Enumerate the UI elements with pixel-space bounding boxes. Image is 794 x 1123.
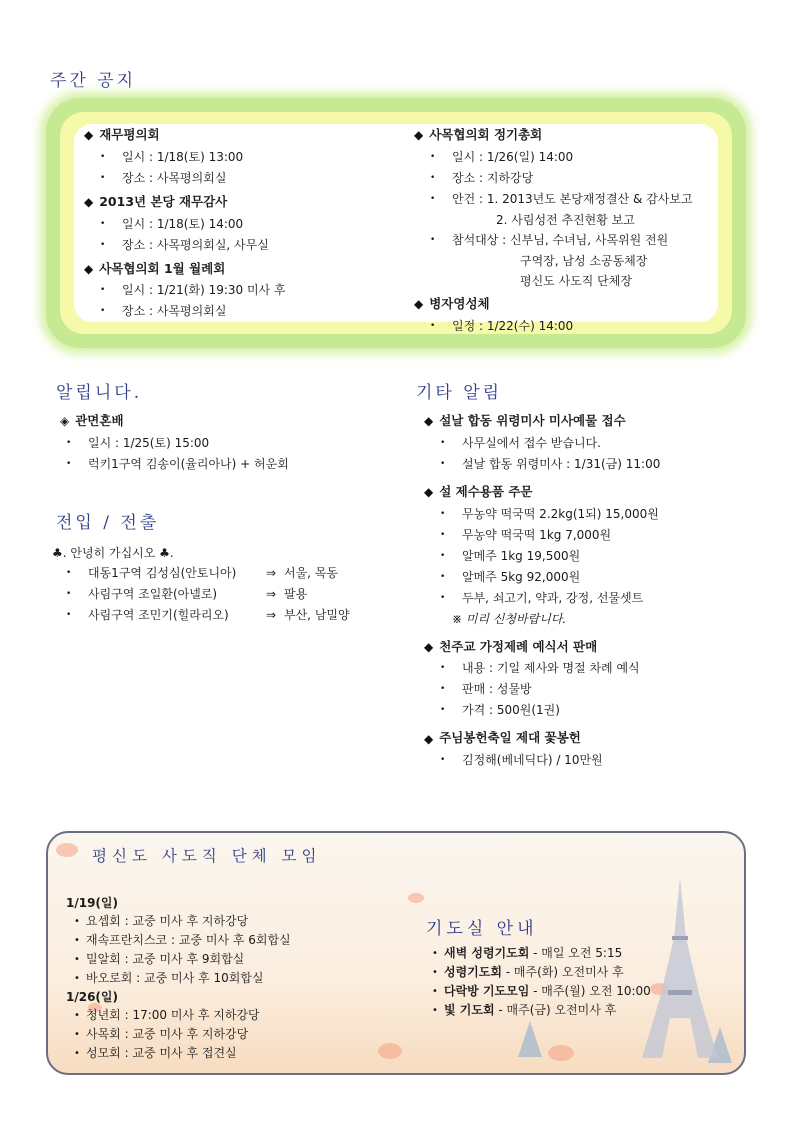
bullet-icon: • [74, 954, 80, 965]
general-meeting-place: 장소 : 지하강당 [452, 170, 534, 185]
bullet-icon: • [66, 568, 72, 578]
audit-title: 2013년 본당 재무감사 [99, 193, 228, 209]
announce-title: 관면혼배 [75, 413, 124, 428]
bullet-icon: • [430, 172, 436, 183]
anointing-schedule: 일정 : 1/22(수) 14:00 [452, 318, 574, 333]
prayer-name: 다락방 기도모임 [444, 984, 530, 998]
general-meeting-attendees-3: 평신도 사도직 단체장 [520, 273, 632, 288]
diamond-icon: ◆ [424, 639, 434, 654]
flower-offering-item: 김정해(베네딕다) / 10만원 [462, 753, 603, 767]
bullet-icon: • [440, 684, 446, 695]
bullet-icon: • [66, 458, 72, 469]
bullet-icon: • [440, 458, 446, 469]
prayer-time: - 매일 오전 5:15 [529, 946, 623, 960]
transfer-destination: 팔용 [284, 587, 308, 601]
prayer-time: - 매주(월) 오전 10:00 [529, 984, 651, 998]
finance-council-title: 재무평의회 [99, 127, 160, 142]
monthly-meeting-section [84, 260, 394, 323]
diamond-icon: ◆ [84, 261, 94, 276]
bullet-icon: • [100, 218, 106, 229]
bullet-icon: • [440, 529, 446, 540]
seollal-item: 사무실에서 접수 받습니다. [462, 435, 601, 450]
audit-section [84, 193, 394, 256]
announce-section [60, 412, 390, 475]
transfer-greeting: ♣. 안녕히 가십시오 ♣. [52, 546, 174, 560]
transfer-destination: 부산, 남밀양 [284, 608, 350, 622]
bullet-icon: • [100, 285, 106, 296]
weekly-heading: 주간 공지 [50, 71, 137, 91]
audit-date: 일시 : 1/18(토) 14:00 [122, 216, 244, 231]
group-item: 청년회 : 17:00 미사 후 지하강당 [86, 1008, 260, 1022]
audit-place: 장소 : 사목평의회실, 사무실 [122, 237, 269, 252]
bullet-icon: • [74, 916, 80, 927]
prayer-time: - 매주(화) 오전미사 후 [501, 965, 624, 979]
general-meeting-section [414, 126, 734, 291]
groups-date: 1/19(일) [66, 896, 118, 910]
ancestral-goods-item: 알메주 5kg 92,000원 [462, 569, 581, 584]
bullet-icon: • [100, 151, 106, 162]
bullet-icon: • [74, 1048, 80, 1059]
bullet-icon: • [74, 935, 80, 946]
prayer-title: 기도실 안내 [426, 919, 538, 939]
seollal-item: 설날 합동 위령미사 : 1/31(금) 11:00 [462, 456, 661, 471]
bullet-icon: • [440, 592, 446, 603]
transfer-person: 사림구역 조민기(힐라리오) [88, 608, 229, 622]
other-section [424, 412, 744, 771]
seollal-section [424, 412, 744, 475]
bullet-icon: • [100, 239, 106, 250]
group-item: 성모회 : 교중 미사 후 접견실 [86, 1046, 237, 1060]
diamond-icon: ◆ [414, 128, 424, 143]
transfer-person: 사림구역 조일환(아넬로) [88, 587, 218, 601]
catholic-rites-item: 판매 : 성물방 [462, 682, 532, 697]
bullet-icon: • [66, 437, 72, 448]
ancestral-goods-item: 무농약 떡국떡 2.2kg(1되) 15,000원 [462, 506, 659, 521]
general-meeting-agenda-2: 2. 사림성전 추진현황 보고 [496, 212, 635, 227]
bullet-icon: • [74, 973, 80, 984]
group-item: 바오로회 : 교중 미사 후 10회합실 [86, 971, 264, 985]
bullet-icon: • [100, 172, 106, 183]
ancestral-goods-section [424, 483, 744, 630]
bullet-icon: • [440, 571, 446, 582]
transfer-heading: 전입 / 전출 [56, 513, 160, 533]
bullet-icon: • [440, 755, 446, 765]
transfer-section [52, 543, 392, 626]
bullet-icon: • [66, 610, 72, 620]
ancestral-goods-item: 무농약 떡국떡 1kg 7,000원 [462, 527, 612, 542]
ancestral-goods-note: ※ 미리 신청바랍니다. [452, 611, 567, 626]
diamond-icon: ◆ [424, 485, 434, 500]
petal-decoration [548, 1045, 574, 1061]
diamond-outline-icon: ◈ [60, 414, 70, 429]
bullet-icon: • [432, 986, 438, 997]
flower-offering-section [424, 729, 744, 771]
monthly-meeting-place: 장소 : 사목평의회실 [122, 304, 227, 319]
bullet-icon: • [440, 508, 446, 519]
general-meeting-date: 일시 : 1/26(일) 14:00 [452, 149, 574, 164]
finance-council-date: 일시 : 1/18(토) 13:00 [122, 149, 244, 164]
group-item: 요셉회 : 교중 미사 후 지하강당 [86, 914, 249, 928]
general-meeting-title: 사목협의회 정기총회 [429, 127, 543, 142]
bullet-icon: • [432, 967, 438, 978]
prayer-list [432, 944, 692, 1020]
tree-decoration [518, 1021, 542, 1057]
arrow-icon: ⇒ [266, 566, 277, 580]
transfer-person: 대동1구역 김성심(안토니아) [88, 566, 237, 580]
prayer-name: 성령기도회 [444, 965, 502, 979]
weekly-left-column [84, 126, 394, 322]
bullet-icon: • [440, 705, 446, 716]
announce-heading: 알립니다. [56, 383, 143, 403]
weekly-right-column [414, 126, 734, 337]
announce-couple: 럭키1구역 김송이(율리아나) + 허운회 [88, 456, 289, 471]
catholic-rites-item: 가격 : 500원(1권) [462, 703, 560, 718]
diamond-icon: ◆ [84, 195, 94, 210]
prayer-name: 새벽 성령기도회 [444, 946, 530, 960]
ancestral-goods-item: 두부, 쇠고기, 약과, 강정, 선물셋트 [462, 590, 644, 605]
bullet-icon: • [100, 306, 106, 317]
prayer-name: 빛 기도회 [444, 1003, 495, 1017]
petal-decoration [408, 893, 424, 903]
bullet-icon: • [432, 1005, 438, 1016]
bullet-icon: • [66, 589, 72, 599]
arrow-icon: ⇒ [266, 608, 277, 622]
diamond-icon: ◆ [424, 731, 434, 746]
general-meeting-agenda: 안건 : 1. 2013년도 본당재정결산 & 감사보고 [452, 191, 693, 206]
catholic-rites-title: 천주교 가정제례 예식서 판매 [439, 638, 598, 654]
finance-council-section [84, 126, 394, 189]
other-heading: 기타 알림 [416, 383, 503, 403]
bullet-icon: • [440, 550, 446, 561]
seollal-title: 설날 합동 위령미사 미사예물 접수 [439, 413, 626, 428]
bullet-icon: • [432, 948, 438, 959]
bullet-icon: • [430, 320, 436, 331]
bullet-icon: • [440, 437, 446, 448]
catholic-rites-section [424, 638, 744, 722]
arrow-icon: ⇒ [266, 587, 277, 601]
diamond-icon: ◆ [84, 128, 94, 143]
flower-offering-title: 주님봉헌축일 제대 꽃봉헌 [439, 730, 581, 746]
groups-title: 평신도 사도직 단체 모임 [92, 847, 322, 865]
catholic-rites-item: 내용 : 기일 제사와 명절 차례 예식 [462, 661, 640, 676]
groups-list [66, 894, 386, 1063]
finance-council-place: 장소 : 사목평의회실 [122, 170, 227, 185]
groups-date: 1/26(일) [66, 990, 118, 1004]
anointing-title: 병자영성체 [429, 295, 490, 311]
ancestral-goods-item: 알메주 1kg 19,500원 [462, 548, 581, 563]
group-item: 재속프란치스코 : 교중 미사 후 6회합실 [86, 933, 291, 947]
bullet-icon: • [430, 151, 436, 162]
announce-date: 일시 : 1/25(토) 15:00 [88, 435, 210, 450]
group-item: 사목회 : 교중 미사 후 지하강당 [86, 1027, 249, 1041]
diamond-icon: ◆ [414, 297, 424, 312]
general-meeting-attendees: 참석대상 : 신부님, 수녀님, 사목위원 전원 [452, 232, 669, 247]
diamond-icon: ◆ [424, 414, 434, 429]
bullet-icon: • [430, 234, 436, 245]
anointing-section [414, 295, 734, 337]
bullet-icon: • [430, 193, 436, 204]
prayer-time: - 매주(금) 오전미사 후 [494, 1003, 617, 1017]
general-meeting-attendees-2: 구역장, 남성 소공동체장 [520, 253, 648, 268]
bullet-icon: • [74, 1010, 80, 1021]
monthly-meeting-title: 사목협의회 1월 월례회 [99, 260, 226, 276]
bullet-icon: • [74, 1029, 80, 1040]
transfer-destination: 서울, 목동 [284, 566, 338, 580]
group-item: 밀알회 : 교중 미사 후 9회합실 [86, 952, 245, 966]
petal-decoration [56, 843, 78, 857]
monthly-meeting-date: 일시 : 1/21(화) 19:30 미사 후 [122, 283, 286, 298]
bullet-icon: • [440, 663, 446, 674]
ancestral-goods-title: 설 제수용품 주문 [439, 483, 533, 499]
